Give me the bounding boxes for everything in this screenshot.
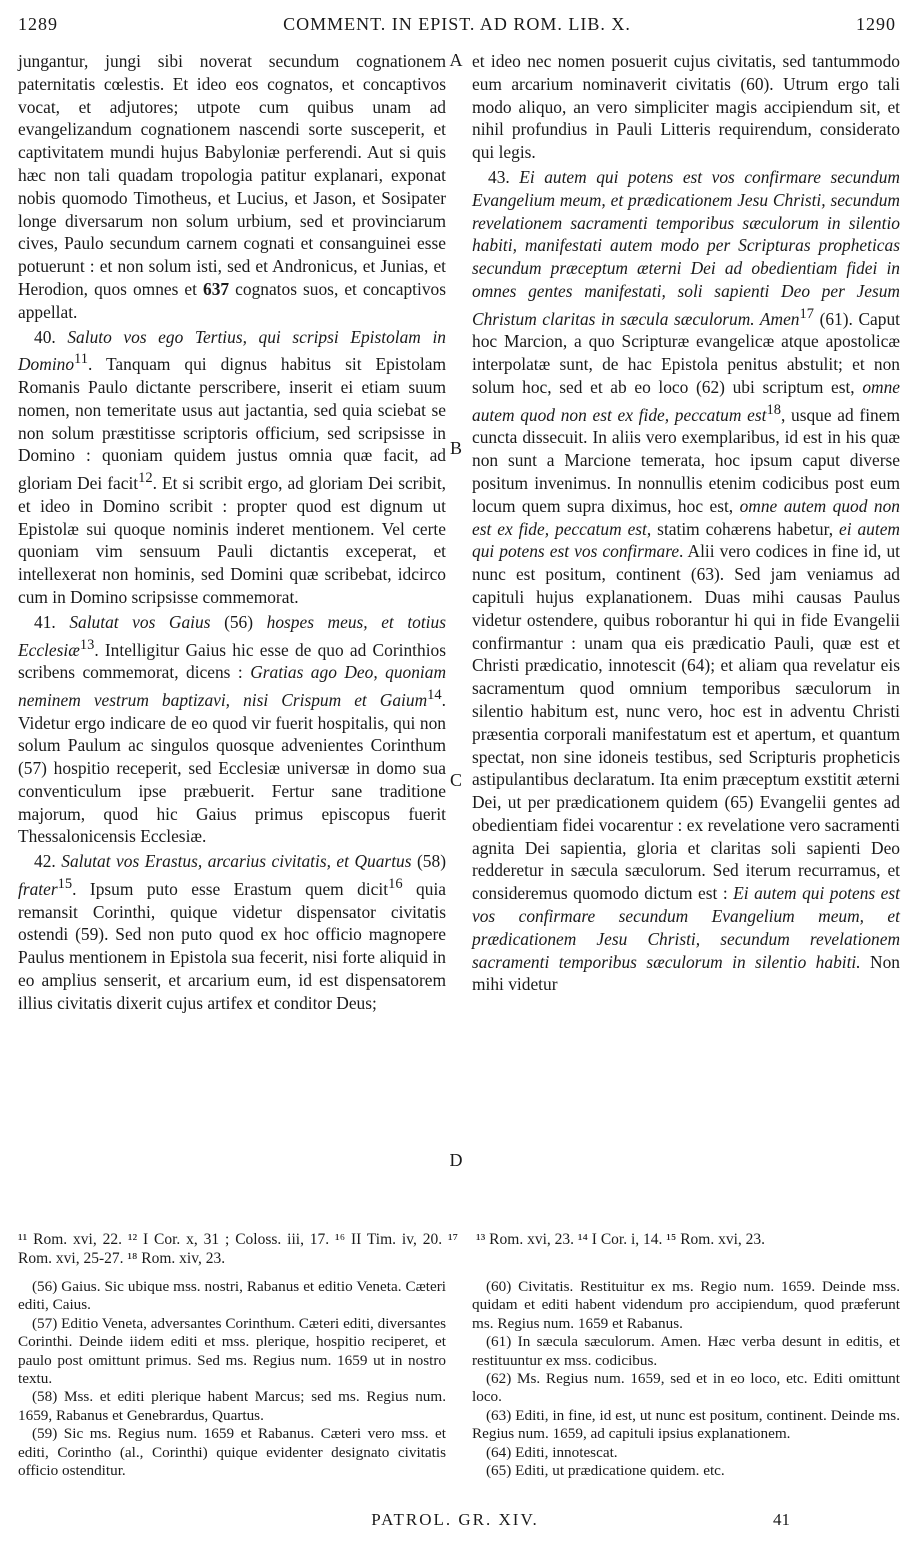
paragraph-43 — [472, 166, 900, 996]
text-run: jungantur, jungi sibi noverat secundum cognationem paternitatis cœlestis. Et ideo eos cognatos, et concaptivos vocat, et adjutores; utpote cum quibus unam ad evangelizandum cognationem nascendi sorte susceperit, et captivitatem mundi hujus Babyloniæ perferendi. Aut si quis hæc non tali quadam tropologia patitur explanari, exponat nobis quomodo Timotheus, et Lucius, et Jason, et Sosipater longe diversarum non solum urbium, sed et provinciarum cives, Paulo secundum carnem cognati et consanguinei esse potuerunt : et non solum isti, sed et Andronicus, et Junias, et Herodion, quos omnes et — [18, 51, 446, 299]
note-ref: (58) — [417, 851, 446, 872]
quotation: Gratias ago Deo, quoniam neminem vestrum baptizavi, nisi Crispum et Gaium — [18, 662, 447, 710]
text-run: . Ipsum puto esse Erastum quem dicit — [72, 878, 389, 899]
notes-right — [472, 1278, 900, 1480]
page-footer — [0, 1510, 910, 1538]
notes-left — [18, 1278, 446, 1480]
paragraph-40 — [18, 326, 446, 609]
note-ref: (56) — [224, 611, 254, 632]
lemma: Salutat vos Erastus, arcarius civitatis, et Quartus — [61, 851, 412, 872]
text-run: , usque ad finem cuncta dissecuit. In aliis vero exemplaribus, id est in his quæ non sunt a Marcione temerata, hoc ipsum caput diverse positum invenimus. In nonnullis etenim codicibus post eum locum quem supra diximus, hoc est, — [472, 404, 900, 516]
footnote-ref: 18 — [766, 401, 781, 418]
lemma: Salutat vos Gaius — [69, 611, 211, 632]
text-run: . Videtur ergo indicare de eo quod vir fuerit hospitalis, qui non solum Paulum ac singulos quosque advenientes Corinthum (57) hospitio receperit, sed Ecclesiæ universæ in domo sua conventiculum ipse præbuerit. Fertur sane traditione majorum, quod hic Gaius primus episcopus fuerit Thessalonicensis Ecclesiæ. — [18, 689, 446, 847]
text-run: (61). Caput hoc Marcion, a quo Scripturæ evangelicæ atque apostolicæ interpolatæ sunt, de hac Epistola penitus abstulit; et non solum hoc, sed et ab eo loco (62) ubi scriptum est, — [472, 308, 900, 397]
quotation: omne autem quod non est ex fide, peccatum est — [472, 495, 900, 539]
text-run: . Et si scribit ergo, ad gloriam Dei scribit, et ideo in Domino scribit : propter quod est dignum ut Epistolæ sui quoque nominis inderet mentionem. Vel certe quoniam vim sensuum Pauli dictantis exceperat, et intellexerat non hominis, sed Domini quæ scribebat, idcirco cum in Domino scripsisse commemorat. — [18, 472, 447, 607]
lemma: frater — [18, 878, 58, 899]
margin-marker-d: D — [449, 1150, 463, 1170]
note: (60) Civitatis. Restituitur ex ms. Regio num. 1659. Deinde mss. quidam et editi habent videndum pro accipiendum, quod præferunt ms. Regius num. 1659 et Rabanus. — [472, 1278, 900, 1332]
page-number-right: 1290 — [856, 14, 896, 34]
note: (65) Editi, ut prædicatione quidem. etc. — [486, 1462, 725, 1480]
footnote-ref: 13 — [79, 636, 95, 653]
margin-marker-c: C — [449, 770, 462, 790]
note: (59) Sic ms. Regius num. 1659 et Rabanus. Cæteri vero mss. et editi, Corintho (al., Corinthi) quique evidenter designato civitatis officio ostenditur. — [18, 1425, 446, 1480]
paragraph-42 — [18, 850, 446, 1014]
note: (57) Editio Veneta, adversantes Corinthum. Cæteri editi, diversantes Corinthi. Deinde iidem editi et mss. plerique, hospitio reciperet, et paulo post omittunt primus. Sed ms. Regius num. 1659 ut in nostro textu. — [18, 1314, 446, 1388]
margin-marker-a: A — [449, 50, 463, 70]
scripture-references-right: ¹³ Rom. xvi, 23. ¹⁴ I Cor. i, 14. ¹⁵ Rom. xvi, 23. — [476, 1231, 766, 1248]
page-number-left: 1289 — [18, 14, 58, 34]
right-column — [472, 50, 900, 996]
text-run: , statim cohærens habetur, — [646, 518, 834, 539]
note: (64) Editi, innotescat. — [486, 1443, 618, 1461]
lemma: Saluto vos ego Tertius, qui scripsi Epistolam in Domino — [18, 326, 446, 375]
text-run: cognatos suos, et concaptivos appellat. — [18, 278, 446, 322]
text-run: . Alii vero codices in fine id, ut nunc est positum, continent (63). Sed jam veniamus ad capituli hujus explanationem. Duas mihi causas Paulus videtur ostendere, quibus roborantur hi qui in fide Evangelii confirmantur : unam qua eis prædicatio Pauli, quæ est et Christi prædicatio, innotescit (64); et aliam qua revelatur eis sacramentum quod omnium temporibus sæculorum in silentio habitum est, nunc vero, hoc est in adventu Christi præsentia corporali manifestatum est et apertum, et quantum spectat, non sine idoneis testibus, sed Scripturis propheticis astipulantibus declaratum. Ita enim præceptum exstitit æterni Dei, ut per prædicationem quidem (65) Evangelii gentes ad obedientiam fidei vocarentur : ex revelatione vero sacramenti agnita Dei sapientia, gloria et claritas soli sapienti Deo redderetur in sæcula sæculorum. Sed iterum recurramus, et consideremus quomodo dictum est : — [472, 541, 900, 904]
footnote-ref: 16 — [388, 876, 403, 893]
lemma: hospes meus, et totius Ecclesiæ — [18, 611, 446, 660]
left-column — [18, 50, 446, 1015]
text-run: Non mihi videtur — [472, 951, 900, 995]
quotation: omne autem quod non est ex fide, peccatum est — [472, 376, 900, 425]
verse-number: 43. — [488, 166, 510, 187]
series-title: PATROL. GR. XIV. — [371, 1510, 539, 1529]
verse-number: 42. — [34, 851, 56, 872]
note: (61) In sæcula sæculorum. Amen. Hæc verba desunt in editis, et restituuntur ex mss. codicibus. — [472, 1333, 900, 1369]
signature-mark: 41 — [773, 1510, 790, 1529]
note: (58) Mss. et editi plerique habent Marcus; sed ms. Regius num. 1659, Rabanus et Genebrardus, Quartus. — [18, 1388, 446, 1424]
lemma: Ei autem qui potens est vos confirmare secundum Evangelium meum, et prædicationem Jesu Christi, secundum revelationem sacramenti temporibus sæculorum in silentio habiti, manifestati autem modo per Scripturas propheticas secundum præceptum æterni Dei ad obedientiam fidei in omnes gentes manifestati, soli sapienti Deo per Jesum Christum claritas in sæcula sæculorum. Amen — [472, 166, 900, 329]
footnote-ref: 15 — [57, 876, 73, 893]
text-run: quia remansit Corinthi, quique videtur dispensator civitatis ostendi (59). Sed non puto quod ex hoc officio magnopere Paulus mentionem in Epistola sua fecerit, nisi forte aliquid in eo amplius senserit, et arcarium eum, id est dispensatorem illius civitatis dixerit cujus artifex et conditor Deus; — [18, 878, 446, 1013]
note: (56) Gaius. Sic ubique mss. nostri, Rabanus et editio Veneta. Cæteri editi, Caius. — [18, 1278, 446, 1314]
note: (63) Editi, in fine, id est, ut nunc est positum, continent. Deinde ms. Regius num. 1659, ad capituli ipsius explanationem. — [472, 1406, 900, 1443]
running-title: COMMENT. IN EPIST. AD ROM. LIB. X. — [283, 14, 631, 34]
scripture-references-left: ¹¹ Rom. xvi, 22. ¹² I Cor. x, 31 ; Coloss. iii, 17. ¹⁶ II Tim. iv, 20. ¹⁷ Rom. xvi, 25-27. ¹⁸ Rom. xiv, 23. — [18, 1231, 458, 1267]
margin-marker-b: B — [449, 438, 462, 458]
inline-page-number: 637 — [203, 278, 230, 299]
footnote-ref: 14 — [427, 686, 442, 703]
running-header — [18, 14, 896, 40]
paragraph-41 — [18, 611, 446, 849]
footnote-ref: 12 — [138, 470, 153, 487]
footnote-ref: 17 — [799, 305, 814, 322]
paragraph — [18, 50, 446, 324]
text-run: . Intelligitur Gaius hic esse de quo ad Corinthios scribens commemorat, dicens : — [18, 639, 446, 683]
footnote-ref: 11 — [74, 351, 89, 368]
verse-number: 40. — [34, 326, 56, 347]
quotation: Ei autem qui potens est vos confirmare secundum Evangelium meum, et prædicationem Jesu Christi, secundum revelationem sacramenti temporibus sæculorum in silentio habiti. — [472, 883, 900, 972]
text-run: . Tanquam qui dignus habitus sit Epistolam Romanis Paulo dictante perscribere, inserit ei etiam suum nomen, non temeritate usus aut jactantia, sed quia sciebat se non solum præstitisse scriptoris officium, sed scripsisse in Domino : quoniam quidem justus omnia quæ facit, ad gloriam Dei facit — [18, 354, 446, 493]
paragraph: et ideo nec nomen posuerit cujus civitatis, sed tantummodo eum arcarium nominaverit civitatis (60). Utrum ergo tali modo aliquo, an vero simpliciter magis accipiendum sit, et nihil profundius in Pauli Litteris requirendum, considerato qui legis. — [472, 51, 900, 163]
quotation: ei autem qui potens est vos confirmare — [472, 518, 900, 562]
verse-number: 41. — [34, 611, 56, 632]
note: (62) Ms. Regius num. 1659, sed et in eo loco, etc. Editi omittunt loco. — [472, 1370, 900, 1406]
